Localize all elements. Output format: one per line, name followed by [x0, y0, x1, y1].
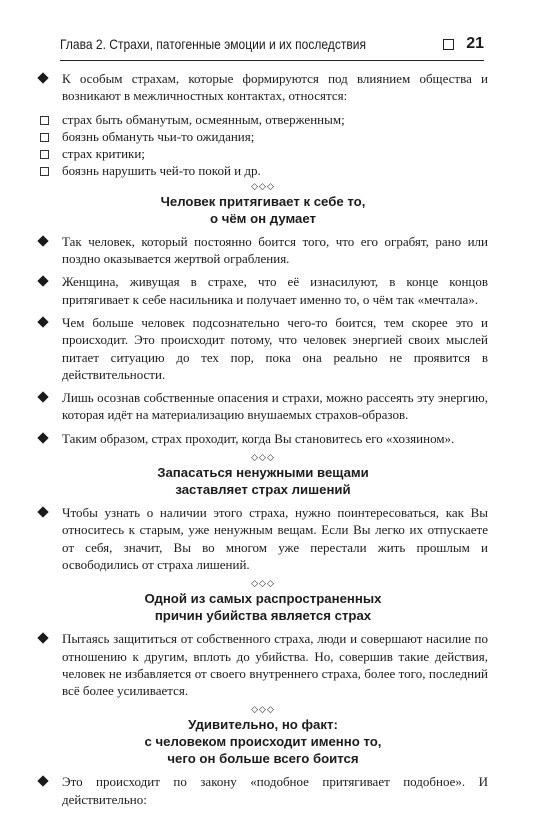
list-item: [38, 111, 488, 128]
paragraph-text: Это происходит по закону «подобное притягивает подобное». И действительно:: [62, 774, 488, 807]
heading-line: причин убийства является страх: [154, 608, 372, 624]
square-bullet-icon: [40, 167, 49, 176]
section-separator: ◇◇◇: [251, 181, 275, 192]
section-heading: [38, 590, 488, 624]
section-heading: [38, 716, 488, 767]
list-item-text: страх критики;: [62, 146, 145, 162]
list-item-text: боязнь обмануть чьи-то ожидания;: [62, 128, 255, 144]
intro-paragraph: [38, 70, 488, 105]
paragraph: [38, 314, 488, 383]
paragraph-text: Лишь осознав собственные опасения и страхи, можно рассеять эту энергию, которая идёт на материализацию внушаемых страхов-образов.: [62, 390, 488, 423]
heading-line: Человек притягивает к себе то,: [160, 193, 366, 209]
running-title: Глава 2. Страхи, патогенные эмоции и их последствия: [60, 36, 366, 52]
heading-line: с человеком происходит именно то,: [144, 734, 382, 750]
diamond-bullet-icon: [37, 633, 48, 644]
diamond-bullet-icon: [37, 391, 48, 402]
square-bullet-icon: [40, 133, 49, 142]
paragraph-text: Чем больше человек подсознательно чего-то боится, тем скорее это и происходит. Это происходит потому, что человек энергией своих мыслей питает ситуацию до тех пор, пока она реально не проявится в действительности.: [62, 314, 488, 382]
heading-line: заставляет страх лишений: [175, 482, 351, 498]
page-body: [38, 70, 488, 814]
paragraph: [38, 233, 488, 268]
list-item: [38, 145, 488, 162]
heading-line: о чём он думает: [209, 210, 317, 226]
section-separator: ◇◇◇: [251, 579, 275, 590]
list-item: [38, 128, 488, 145]
paragraph: [38, 273, 488, 308]
diamond-bullet-icon: [37, 72, 48, 83]
paragraph: [38, 630, 488, 699]
paragraph: [38, 430, 488, 447]
diamond-bullet-icon: [37, 316, 48, 327]
section-heading: [38, 193, 488, 227]
paragraph-text: Так человек, который постоянно боится того, что его ограбят, рано или поздно оказывается жертвой ограбления.: [62, 233, 488, 267]
square-bullet-icon: [40, 150, 49, 159]
list-item: [38, 162, 488, 179]
paragraph: [38, 389, 488, 424]
running-header: [60, 34, 484, 61]
diamond-bullet-icon: [37, 432, 48, 443]
diamond-bullet-icon: [37, 276, 48, 287]
heading-line: Одной из самых распространенных: [144, 591, 382, 607]
square-bullet-icon: [40, 116, 49, 125]
section-separator: ◇◇◇: [251, 453, 275, 464]
diamond-bullet-icon: [37, 506, 48, 517]
header-box-icon: [443, 39, 454, 50]
diamond-bullet-icon: [37, 235, 48, 246]
paragraph-text: Женщина, живущая в страхе, что её изнасилуют, в конце концов притягивает к себе насильника и получает именно то, о чём так «мечтала».: [62, 274, 488, 307]
paragraph-text: Пытаясь защититься от собственного страха, люди и совершают насилие по отношению к другим, вплоть до убийства. Но, совершив такие действия, человек не избавляется от своего внутреннего страха, более того, последний всё более усиливается.: [62, 631, 488, 699]
list-item-text: страх быть обманутым, осмеянным, отверженным;: [62, 111, 345, 127]
paragraph-text: Чтобы узнать о наличии этого страха, нужно поинтересоваться, как Вы относитесь к старым, уже ненужным вещам. Если Вы легко их отпускаете от себя, значит, Вы во многом уже перестали жить прошлым и освободились от страха лишений.: [62, 505, 488, 572]
paragraph-text: К особым страхам, которые формируются под влиянием общества и возникают в межличностных контактах, относятся:: [62, 71, 488, 104]
section-separator: ◇◇◇: [251, 705, 275, 716]
heading-line: Запасаться ненужными вещами: [157, 465, 369, 481]
paragraph: [38, 773, 488, 808]
heading-line: Удивительно, но факт:: [188, 717, 338, 733]
diamond-bullet-icon: [37, 776, 48, 787]
paragraph: [38, 504, 488, 573]
fear-list: [38, 111, 488, 180]
paragraph-text: Таким образом, страх проходит, когда Вы становитесь его «хозяином».: [62, 430, 455, 446]
heading-line: чего он больше всего боится: [167, 751, 359, 767]
list-item-text: боязнь нарушить чей-то покой и др.: [62, 163, 261, 179]
section-heading: [38, 464, 488, 498]
page-number: 21: [466, 35, 484, 52]
